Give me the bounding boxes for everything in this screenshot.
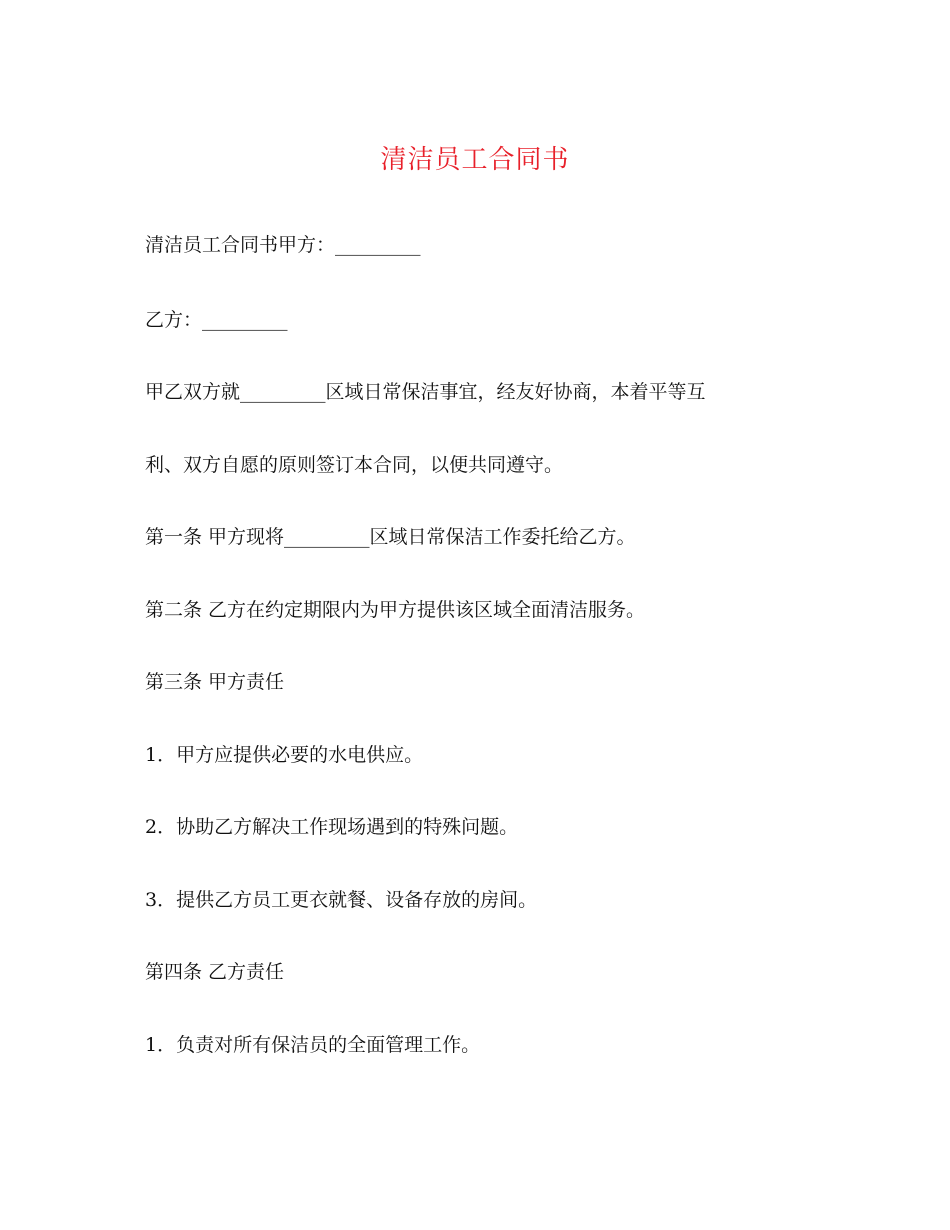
article-3-item-2: 2．协助乙方解决工作现场遇到的特殊问题。 [145,816,519,838]
article-3-item-3: 3．提供乙方员工更衣就餐、设备存放的房间。 [145,889,538,911]
article-4-item-1: 1．负责对所有保洁员的全面管理工作。 [145,1034,481,1056]
party-b-line: 乙方：_________ [145,309,288,331]
party-a-line: 清洁员工合同书甲方：_________ [145,234,421,256]
article-4-heading: 第四条 乙方责任 [145,961,285,983]
preamble-line-1: 甲乙双方就_________区域日常保洁事宜，经友好协商，本着平等互 [145,381,706,403]
article-2: 第二条 乙方在约定期限内为甲方提供该区域全面清洁服务。 [145,599,646,621]
document-title: 清洁员工合同书 [380,145,570,175]
preamble-line-2: 利、双方自愿的原则签订本合同，以便共同遵守。 [145,454,564,476]
article-3-heading: 第三条 甲方责任 [145,671,285,693]
article-3-item-1: 1．甲方应提供必要的水电供应。 [145,744,424,766]
article-1: 第一条 甲方现将_________区域日常保洁工作委托给乙方。 [145,526,636,548]
